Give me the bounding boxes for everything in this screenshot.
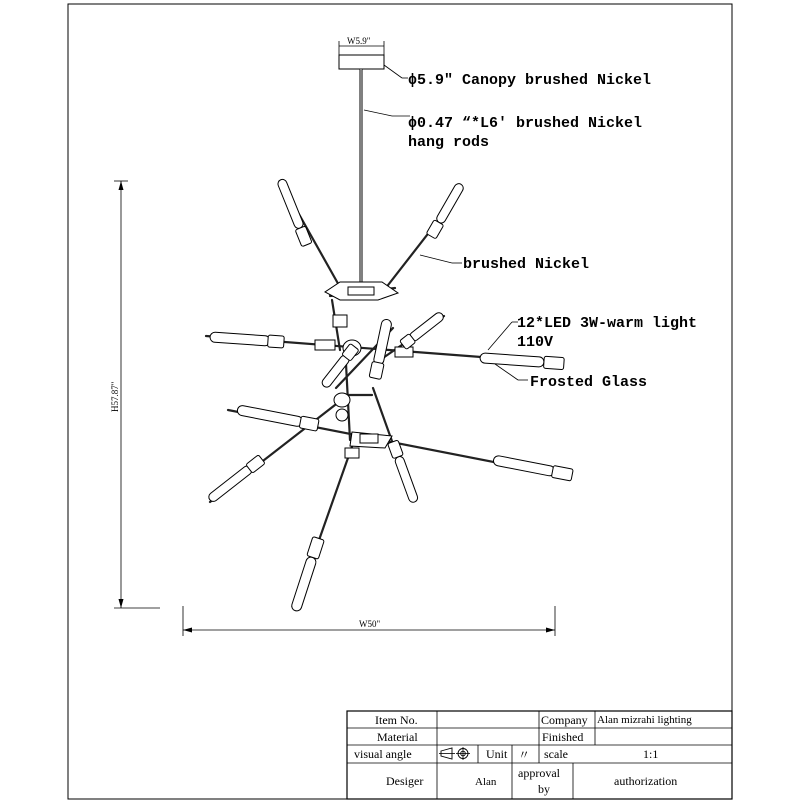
projection-symbol-icon <box>439 747 470 760</box>
authorization-label: authorization <box>614 774 678 788</box>
unit-label: Unit <box>486 747 508 761</box>
led-tube-12 <box>289 537 324 613</box>
led-tube-8 <box>236 404 319 431</box>
visual-angle-label: visual angle <box>354 747 412 761</box>
led-tube-3 <box>210 331 285 348</box>
designer-label: Desiger <box>386 774 424 788</box>
fixture-hubs <box>315 282 413 458</box>
callout-led <box>488 315 697 351</box>
designer-value: Alan <box>475 776 497 788</box>
callout-canopy <box>384 65 651 89</box>
fixture-arms <box>206 184 560 594</box>
approval-label-line1: approval <box>518 766 560 780</box>
glass-callout-text: Frosted Glass <box>530 374 648 391</box>
finished-label: Finished <box>542 730 584 744</box>
item-no-label: Item No. <box>375 713 418 727</box>
material-label: Material <box>377 730 418 744</box>
led-tube-4 <box>480 352 565 370</box>
led-callout-line2: 110V <box>517 334 554 351</box>
led-tube-1 <box>276 178 312 247</box>
rod-callout-line1: ϕ0.47 “*L6' brushed Nickel <box>408 115 643 132</box>
led-tube-10 <box>388 440 420 504</box>
callout-glass <box>495 364 647 391</box>
led-tube-5 <box>400 310 446 349</box>
height-dim-text: H57.87" <box>110 381 120 412</box>
scale-label: scale <box>544 747 568 761</box>
company-label: Company <box>541 713 588 727</box>
height-dimension <box>110 181 160 608</box>
width-dim-text: W50" <box>359 619 381 629</box>
callout-hang-rods <box>364 110 642 151</box>
led-tubes <box>206 178 573 613</box>
canopy-width-dim: W5.9" <box>347 36 371 46</box>
led-tube-9 <box>492 454 573 481</box>
scale-value: 1:1 <box>643 747 659 761</box>
approval-label-line2: by <box>538 782 550 796</box>
width-dimension <box>183 606 555 636</box>
arms-callout-text: brushed Nickel <box>463 256 590 273</box>
led-callout-line1: 12*LED 3W-warm light <box>517 315 698 332</box>
canopy-callout-text: ϕ5.9" Canopy brushed Nickel <box>408 72 652 89</box>
title-block <box>347 711 732 799</box>
led-tube-11 <box>206 455 265 504</box>
callout-arms <box>420 255 589 273</box>
canopy <box>339 36 384 69</box>
rod-callout-line2: hang rods <box>408 134 490 151</box>
led-tube-2 <box>426 182 466 239</box>
company-value: Alan mizrahi lighting <box>597 714 692 726</box>
unit-value: 〃 <box>518 748 531 762</box>
